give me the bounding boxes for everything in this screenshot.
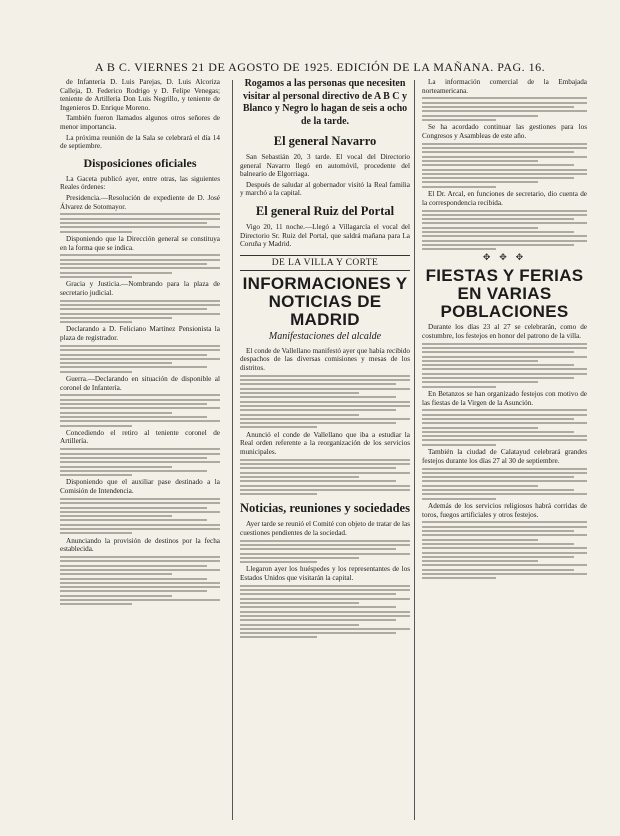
text-block bbox=[60, 254, 220, 277]
text-block bbox=[60, 300, 220, 323]
article-paragraph: Disponiendo que el auxiliar pase destinado a la Comisión de Intendencia. bbox=[60, 478, 220, 496]
article-paragraph: Concediendo el retiro al teniente coronel de Artillería. bbox=[60, 428, 220, 446]
text-block bbox=[240, 585, 410, 639]
column-right bbox=[422, 78, 587, 826]
text-block bbox=[60, 448, 220, 476]
text-block bbox=[422, 97, 587, 120]
article-paragraph: Después de saludar al gobernador visitó la Real familia y marchó a la capital. bbox=[240, 180, 410, 198]
text-block bbox=[422, 143, 587, 188]
article-paragraph: Llegaron ayer los huéspedes y los representantes de los Estados Unidos que visitarán la capital. bbox=[240, 565, 410, 582]
text-block bbox=[60, 345, 220, 373]
column-rule bbox=[232, 80, 233, 820]
article-paragraph: En Betanzos se han organizado festejos con motivo de las fiestas de la Virgen de la Asunción. bbox=[422, 389, 587, 407]
article-paragraph: El Dr. Arcal, en funciones de secretario, dio cuenta de la correspondencia recibida. bbox=[422, 190, 587, 207]
text-block bbox=[240, 375, 410, 429]
article-paragraph: Anunció el conde de Vallellano que iba a estudiar la Real orden referente a la reorganización de los servicios municipales. bbox=[240, 430, 410, 456]
column-left bbox=[60, 78, 220, 826]
article-paragraph: La Gaceta publicó ayer, entre otras, las siguientes Reales órdenes: bbox=[60, 174, 220, 192]
article-paragraph: Disponiendo que la Dirección general se constituya en la forma que se indica. bbox=[60, 234, 220, 252]
article-paragraph: También la ciudad de Calatayud celebrará grandes festejos durante los días 27 al 30 de septiembre. bbox=[422, 448, 587, 465]
text-block bbox=[422, 343, 587, 388]
article-paragraph: de Infantería D. Luis Parejas, D. Luis Alcoriza Calleja, D. Federico Rodrigo y D. Felipe Venegas; teniente de Artillería Don Luis Negrillo, y teniente de Ingenieros D. Enrique Moreno. bbox=[60, 78, 220, 112]
text-block bbox=[60, 213, 220, 232]
text-block bbox=[422, 409, 587, 445]
article-paragraph: Anunciando la provisión de destinos por la fecha establecida. bbox=[60, 536, 220, 554]
article-paragraph: Vigo 20, 11 noche.—Llegó a Villagarcía el vocal del Directorio Sr. Ruiz del Portal, que saldrá mañana para La Coruña y Madrid. bbox=[240, 222, 410, 249]
page-header: A B C. VIERNES 21 DE AGOSTO DE 1925. EDICIÓN DE LA MAÑANA. PAG. 16. bbox=[94, 60, 546, 74]
ornament-divider: ✥ ✥ ✥ bbox=[482, 253, 527, 264]
text-block bbox=[240, 459, 410, 495]
text-block bbox=[60, 498, 220, 534]
article-paragraph: San Sebastián 20, 3 tarde. El vocal del Directorio general Navarro llegó en automóvil, procedente del balneario de Elgorriaga. bbox=[240, 153, 410, 179]
article-paragraph: También fueron llamados algunos otros señores de menor importancia. bbox=[60, 114, 220, 131]
section-heading: Noticias, reuniones y sociedades bbox=[240, 501, 410, 516]
section-heading: El general Navarro bbox=[273, 134, 377, 148]
main-headline: FIESTAS Y FERIAS EN VARIAS POBLACIONES bbox=[425, 266, 584, 322]
column-center bbox=[240, 78, 410, 826]
article-paragraph: La próxima reunión de la Sala se celebrará el día 14 de septiembre. bbox=[60, 133, 220, 151]
text-block bbox=[240, 540, 410, 563]
notice-box: Rogamos a las personas que necesiten visitar al personal directivo de A B C y Blanco y Negro lo hagan de seis a ocho de la tarde. bbox=[242, 78, 408, 127]
subheading: Manifestaciones del alcalde bbox=[268, 330, 382, 342]
article-paragraph: Ayer tarde se reunió el Comité con objeto de tratar de las cuestiones pendientes de la sociedad. bbox=[240, 520, 410, 537]
article-paragraph: Presidencia.—Resolución de expediente de D. José Álvarez de Sotomayor. bbox=[60, 193, 220, 211]
text-block bbox=[422, 210, 587, 251]
article-paragraph: Gracia y Justicia.—Nombrando para la plaza de secretario judicial. bbox=[60, 280, 220, 297]
text-block bbox=[60, 394, 220, 426]
text-block bbox=[60, 556, 220, 605]
main-headline: INFORMACIONES Y NOTICIAS DE MADRID bbox=[242, 273, 408, 329]
article-paragraph: El conde de Vallellano manifestó ayer que había recibido despachos de las diversas comisiones y mesas de los distritos. bbox=[240, 346, 410, 372]
article-paragraph: Declarando a D. Feliciano Martínez Pensionista la plaza de registrador. bbox=[60, 325, 220, 343]
column-rule bbox=[414, 80, 415, 820]
section-banner: DE LA VILLA Y CORTE bbox=[240, 255, 410, 271]
article-paragraph: Durante los días 23 al 27 se celebrarán, como de costumbre, los festejos en honor del patrono de la villa. bbox=[422, 323, 587, 340]
article-paragraph: Se ha acordado continuar las gestiones para los Congresos y Asambleas de este año. bbox=[422, 123, 587, 140]
article-paragraph: Además de los servicios religiosos habrá corridas de toros, fuegos artificiales y otros festejos. bbox=[422, 501, 587, 519]
section-heading: Disposiciones oficiales bbox=[83, 155, 197, 170]
text-block bbox=[422, 521, 587, 579]
article-paragraph: Guerra.—Declarando en situación de disponible al coronel de Infantería. bbox=[60, 375, 220, 392]
section-heading: El general Ruiz del Portal bbox=[255, 203, 395, 218]
text-block bbox=[422, 468, 587, 500]
article-paragraph: La información comercial de la Embajada norteamericana. bbox=[422, 78, 587, 95]
